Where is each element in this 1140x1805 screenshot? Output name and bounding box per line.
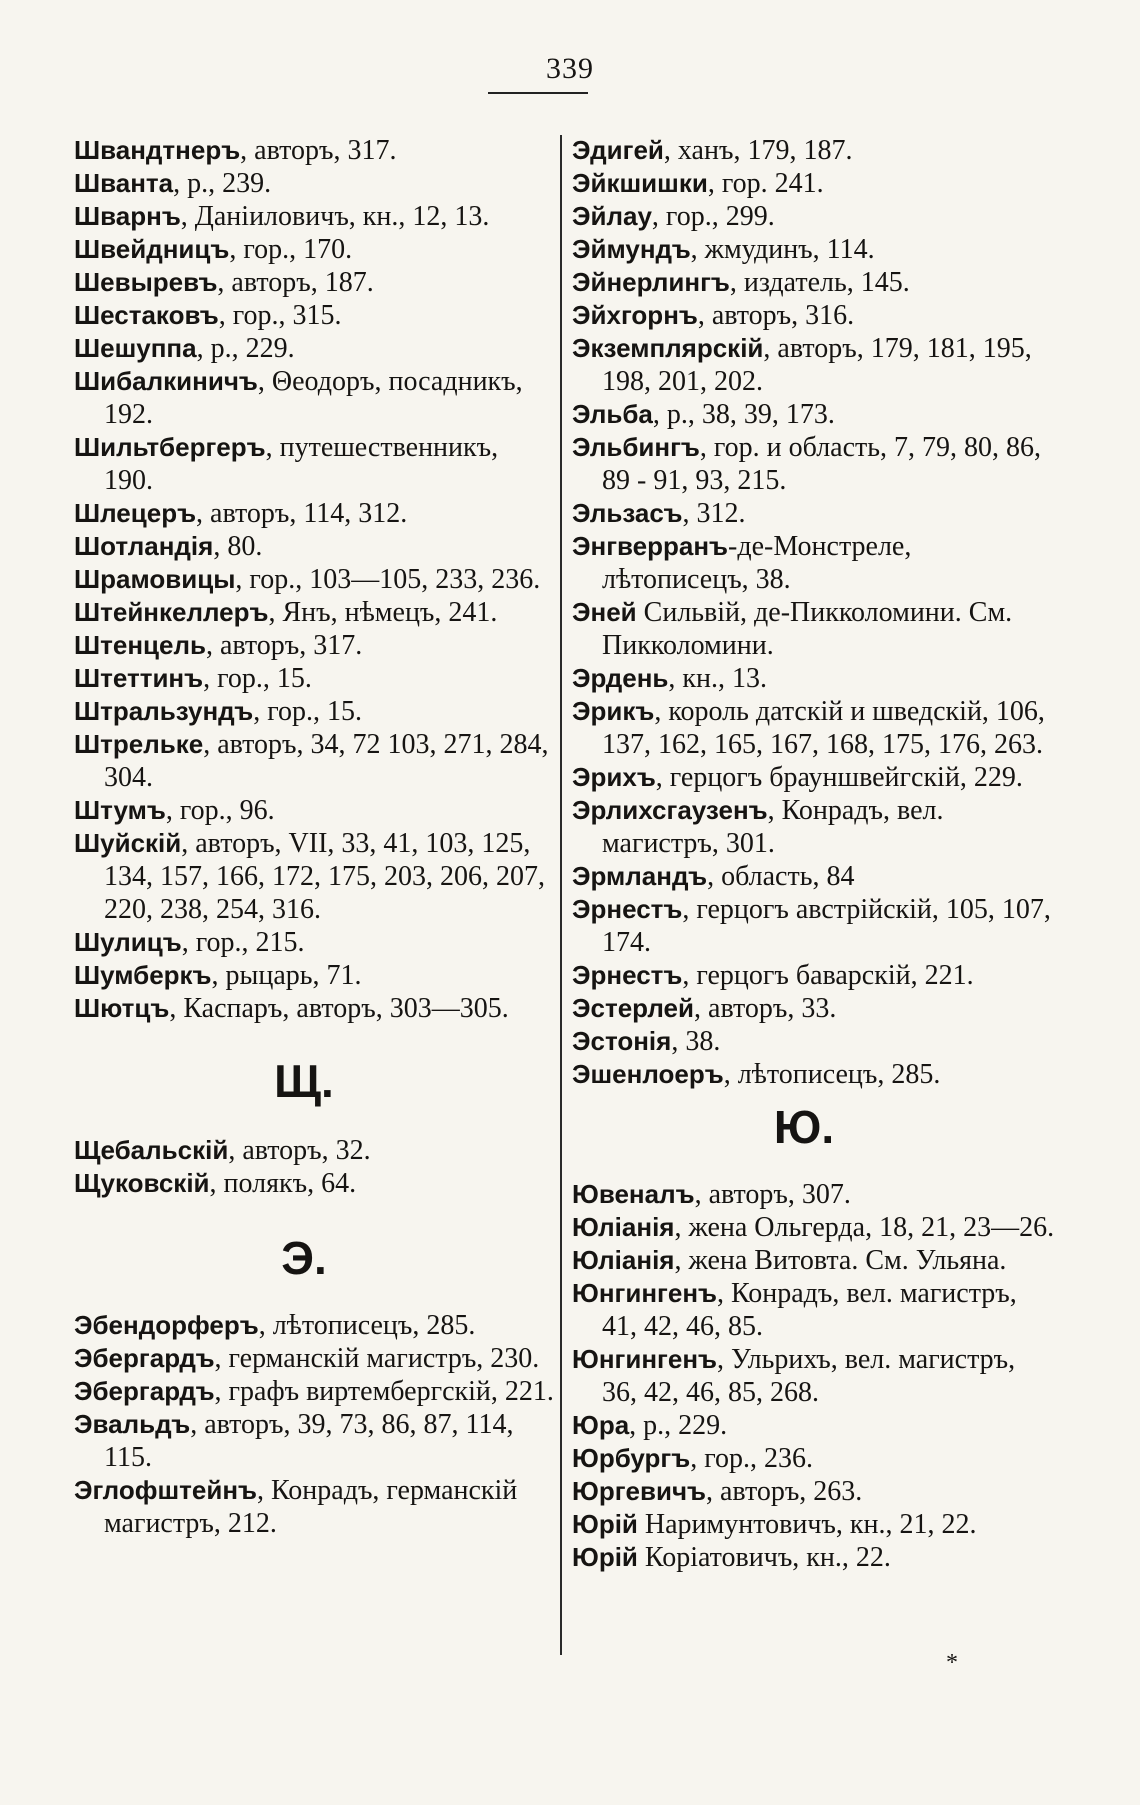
entry-headword: Ювеналъ [572, 1179, 695, 1209]
entry-text: , кн., 13. [668, 663, 767, 694]
entry-text: , р., 229. [196, 333, 295, 364]
entry-text: , рыцарь, 71. [211, 960, 362, 991]
index-block [74, 1309, 554, 1540]
entry-text: , авторъ, VII, 33, 41, 103, 125, 134, 157, 166, 172, 175, 203, 206, 207, 220, 238, 254, 316. [104, 828, 545, 925]
entry-headword: Эбергардъ [74, 1376, 215, 1406]
index-entry [572, 1442, 1056, 1475]
entry-headword: Шютцъ [74, 993, 170, 1023]
entry-headword: Эрлихсгаузенъ [572, 795, 768, 825]
index-entry [74, 530, 554, 563]
entry-headword: Эрикъ [572, 696, 655, 726]
index-entry [572, 1211, 1056, 1244]
index-entry [572, 1178, 1056, 1211]
entry-text: , гор., 215. [181, 927, 305, 958]
entry-text: , Даніиловичъ, кн., 12, 13. [180, 201, 490, 232]
entry-text: Наримунтовичъ, кн., 21, 22. [637, 1509, 977, 1540]
entry-text: , р., 239. [173, 168, 272, 199]
index-entry [572, 959, 1056, 992]
entry-headword: Эстерлей [572, 993, 695, 1023]
index-block [74, 134, 554, 1025]
index-entry [74, 431, 554, 497]
entry-text: , авторъ, 317. [240, 135, 397, 166]
entry-headword: Эней [572, 597, 637, 627]
entry-headword: Шильтбергеръ [74, 432, 266, 462]
entry-headword: Эшенлоеръ [572, 1059, 724, 1089]
index-entry [572, 893, 1056, 959]
index-entry [74, 1134, 554, 1167]
index-entry [572, 1277, 1056, 1343]
entry-text: , гор. и область, 7, 79, 80, 86, 89 - 91, 93, 215. [602, 432, 1042, 496]
entry-text: , издатель, 145. [729, 267, 910, 298]
index-entry [74, 1309, 554, 1342]
index-entry [572, 530, 1056, 596]
entry-headword: Эглофштейнъ [74, 1475, 257, 1505]
entry-text: , гор., 170. [229, 234, 353, 265]
index-entry [572, 860, 1056, 893]
entry-text: , авторъ, 307. [694, 1179, 851, 1210]
entry-text: , авторъ, 179, 181, 195, 198, 201, 202. [602, 333, 1032, 397]
index-entry [74, 794, 554, 827]
entry-headword: Шварнъ [74, 201, 181, 231]
entry-text: , лѣтописецъ, 285. [258, 1310, 476, 1341]
entry-headword: Щебальскій [74, 1135, 229, 1165]
entry-text: , авторъ, 114, 312. [196, 498, 408, 529]
index-entry [74, 728, 554, 794]
entry-text: , путешественникъ, 190. [104, 432, 499, 496]
entry-text: , авторъ, 33. [694, 993, 837, 1024]
entry-headword: Эрихъ [572, 762, 656, 792]
entry-headword: Юрій [572, 1542, 638, 1572]
entry-text: , авторъ, 263. [706, 1476, 863, 1507]
index-entry [74, 299, 554, 332]
index-entry [572, 200, 1056, 233]
entry-headword: Эйлау [572, 201, 652, 231]
entry-text: , авторъ, 32. [228, 1135, 371, 1166]
entry-text: , область, 84 [707, 861, 855, 892]
entry-headword: Швейдницъ [74, 234, 230, 264]
entry-headword: Штральзундъ [74, 696, 254, 726]
index-entry [74, 662, 554, 695]
index-entry [74, 926, 554, 959]
entry-text: , король датскій и шведскій, 106, 137, 162, 165, 167, 168, 175, 176, 263. [602, 696, 1045, 760]
entry-headword: Шотландія [74, 531, 214, 561]
entry-text: , 38. [671, 1026, 721, 1057]
entry-headword: Энгверранъ [572, 531, 729, 561]
index-entry [74, 1167, 554, 1200]
index-entry [74, 1342, 554, 1375]
entry-headword: Эймундъ [572, 234, 691, 264]
entry-text: , р., 38, 39, 173. [652, 399, 835, 430]
index-entry [572, 1475, 1056, 1508]
entry-text: , германскій магистръ, 230. [214, 1343, 540, 1374]
index-entry [572, 662, 1056, 695]
index-entry [572, 1343, 1056, 1409]
index-entry [572, 332, 1056, 398]
index-entry [74, 233, 554, 266]
index-entry [572, 398, 1056, 431]
entry-text: , Ульрихъ, вел. магистръ, 36, 42, 46, 85, 268. [602, 1344, 1016, 1408]
entry-headword: Юліанія [572, 1245, 675, 1275]
right-column [572, 134, 1056, 1574]
entry-headword: Штрельке [74, 729, 204, 759]
index-entry [74, 365, 554, 431]
entry-text: , авторъ, 317. [205, 630, 363, 661]
index-entry [572, 1541, 1056, 1574]
entry-text: , 80. [213, 531, 263, 562]
entry-text: , гор., 15. [203, 663, 312, 694]
letter-heading-e: Э. [281, 1232, 327, 1284]
index-entry [74, 497, 554, 530]
entry-headword: Эльба [572, 399, 653, 429]
index-entry [74, 1474, 554, 1540]
entry-headword: Штенцель [74, 630, 206, 660]
header-rule [488, 92, 588, 94]
index-entry [74, 1375, 554, 1408]
entry-text: -де-Монстреле, лѣтописецъ, 38. [602, 531, 912, 595]
index-entry [572, 1058, 1056, 1091]
entry-text: , Конрадъ, германскій магистръ, 212. [104, 1475, 518, 1539]
entry-headword: Шумберкъ [74, 960, 212, 990]
entry-headword: Шестаковъ [74, 300, 219, 330]
entry-headword: Эстонія [572, 1026, 672, 1056]
entry-text: , авторъ, 34, 72 103, 271, 284, 304. [104, 729, 549, 793]
index-block [74, 1134, 554, 1200]
entry-headword: Юргевичъ [572, 1476, 706, 1506]
left-column [74, 134, 554, 1540]
entry-text: , лѣтописецъ, 285. [723, 1059, 941, 1090]
index-entry [572, 497, 1056, 530]
entry-headword: Экземплярскій [572, 333, 764, 363]
page-number: 339 [546, 52, 594, 85]
entry-text: , гор., 15. [253, 696, 363, 727]
entry-headword: Эйкшишки [572, 168, 708, 198]
index-entry [74, 134, 554, 167]
column-divider [560, 135, 562, 1655]
entry-text: , Янъ, нѣмецъ, 241. [268, 597, 498, 628]
entry-text: , авторъ, 187. [217, 267, 374, 298]
entry-headword: Штейнкеллеръ [74, 597, 269, 627]
entry-headword: Юрбургъ [572, 1443, 691, 1473]
index-entry [572, 695, 1056, 761]
entry-headword: Шешуппа [74, 333, 197, 363]
index-entry [572, 167, 1056, 200]
index-entry [74, 266, 554, 299]
letter-heading-yu: Ю. [773, 1101, 835, 1153]
entry-text: Сильвій, де-Пикколомини. См. Пикколомини. [602, 597, 1013, 661]
index-entry [74, 596, 554, 629]
index-entry [74, 992, 554, 1025]
entry-text: , Конрадъ, вел. магистръ, 41, 42, 46, 85. [602, 1278, 1017, 1342]
entry-text: , гор. 241. [707, 168, 824, 199]
entry-headword: Эдигей [572, 135, 664, 165]
entry-headword: Шулицъ [74, 927, 182, 957]
entry-headword: Эйнерлингъ [572, 267, 730, 297]
index-entry [572, 1025, 1056, 1058]
entry-headword: Юра [572, 1410, 630, 1440]
index-entry [74, 1408, 554, 1474]
entry-headword: Шуйскій [74, 828, 182, 858]
entry-headword: Штеттинъ [74, 663, 204, 693]
index-entry [572, 1508, 1056, 1541]
entry-headword: Швандтнеръ [74, 135, 241, 165]
index-entry [572, 266, 1056, 299]
entry-headword: Эльбингъ [572, 432, 700, 462]
entry-text: , жена Ольгерда, 18, 21, 23—26. [674, 1212, 1055, 1243]
index-entry [74, 695, 554, 728]
entry-headword: Эвальдъ [74, 1409, 191, 1439]
entry-text: , авторъ, 316. [697, 300, 855, 331]
footer-asterisk: * [946, 1650, 958, 1676]
entry-headword: Штумъ [74, 795, 166, 825]
entry-headword: Шевыревъ [74, 267, 218, 297]
index-block [572, 1178, 1056, 1574]
index-entry [572, 992, 1056, 1025]
index-entry [572, 596, 1056, 662]
entry-text: , герцогъ австрійскій, 105, 107, 174. [602, 894, 1051, 958]
entry-headword: Юнгингенъ [572, 1278, 717, 1308]
entry-text: , герцогъ брауншвейгскій, 229. [655, 762, 1023, 793]
entry-text: , полякъ, 64. [209, 1168, 357, 1199]
index-entry [572, 299, 1056, 332]
entry-headword: Шибалкиничъ [74, 366, 258, 396]
entry-text: , ханъ, 179, 187. [663, 135, 853, 166]
entry-text: , гор., 96. [165, 795, 275, 826]
index-entry [572, 794, 1056, 860]
index-entry [572, 431, 1056, 497]
entry-headword: Щуковскій [74, 1168, 210, 1198]
entry-text: , 312. [682, 498, 746, 529]
entry-text: , Конрадъ, вел. магистръ, 301. [602, 795, 944, 859]
entry-text: , Каспаръ, авторъ, 303—305. [169, 993, 509, 1024]
letter-heading-shch: Щ. [274, 1055, 334, 1107]
entry-headword: Шрамовицы [74, 564, 236, 594]
entry-text: , гор., 236. [690, 1443, 813, 1474]
entry-headword: Шванта [74, 168, 174, 198]
entry-text: , гор., 299. [651, 201, 775, 232]
index-entry [572, 134, 1056, 167]
entry-text: , гор., 315. [218, 300, 342, 331]
index-entry [74, 827, 554, 926]
entry-headword: Эрмландъ [572, 861, 708, 891]
entry-headword: Эбендорферъ [74, 1310, 259, 1340]
entry-text: , жмудинъ, 114. [690, 234, 875, 265]
index-entry [74, 332, 554, 365]
entry-headword: Эбергардъ [74, 1343, 215, 1373]
index-entry [74, 200, 554, 233]
index-entry [74, 563, 554, 596]
entry-text: , авторъ, 39, 73, 86, 87, 114, 115. [104, 1409, 514, 1473]
entry-headword: Шлецеръ [74, 498, 197, 528]
index-entry [74, 959, 554, 992]
entry-text: , герцогъ баварскій, 221. [682, 960, 974, 991]
index-entry [572, 233, 1056, 266]
entry-headword: Эрнестъ [572, 894, 683, 924]
entry-headword: Юрій [572, 1509, 638, 1539]
entry-text: , р., 229. [629, 1410, 728, 1441]
entry-text: , графъ виртембергскій, 221. [214, 1376, 554, 1407]
entry-text: , Θеодоръ, посадникъ, 192. [104, 366, 523, 430]
entry-headword: Эльзасъ [572, 498, 683, 528]
entry-headword: Юліанія [572, 1212, 675, 1242]
index-block [572, 134, 1056, 1091]
entry-headword: Эрнестъ [572, 960, 683, 990]
entry-headword: Эрдень [572, 663, 669, 693]
index-entry [572, 761, 1056, 794]
index-entry [74, 629, 554, 662]
entry-text: Коріатовичъ, кн., 22. [637, 1542, 891, 1573]
index-entry [74, 167, 554, 200]
index-entry [572, 1244, 1056, 1277]
entry-text: , гор., 103—105, 233, 236. [235, 564, 541, 595]
index-entry [572, 1409, 1056, 1442]
entry-headword: Эйхгорнъ [572, 300, 698, 330]
entry-text: , жена Витовта. См. Ульяна. [674, 1245, 1007, 1276]
entry-headword: Юнгингенъ [572, 1344, 717, 1374]
